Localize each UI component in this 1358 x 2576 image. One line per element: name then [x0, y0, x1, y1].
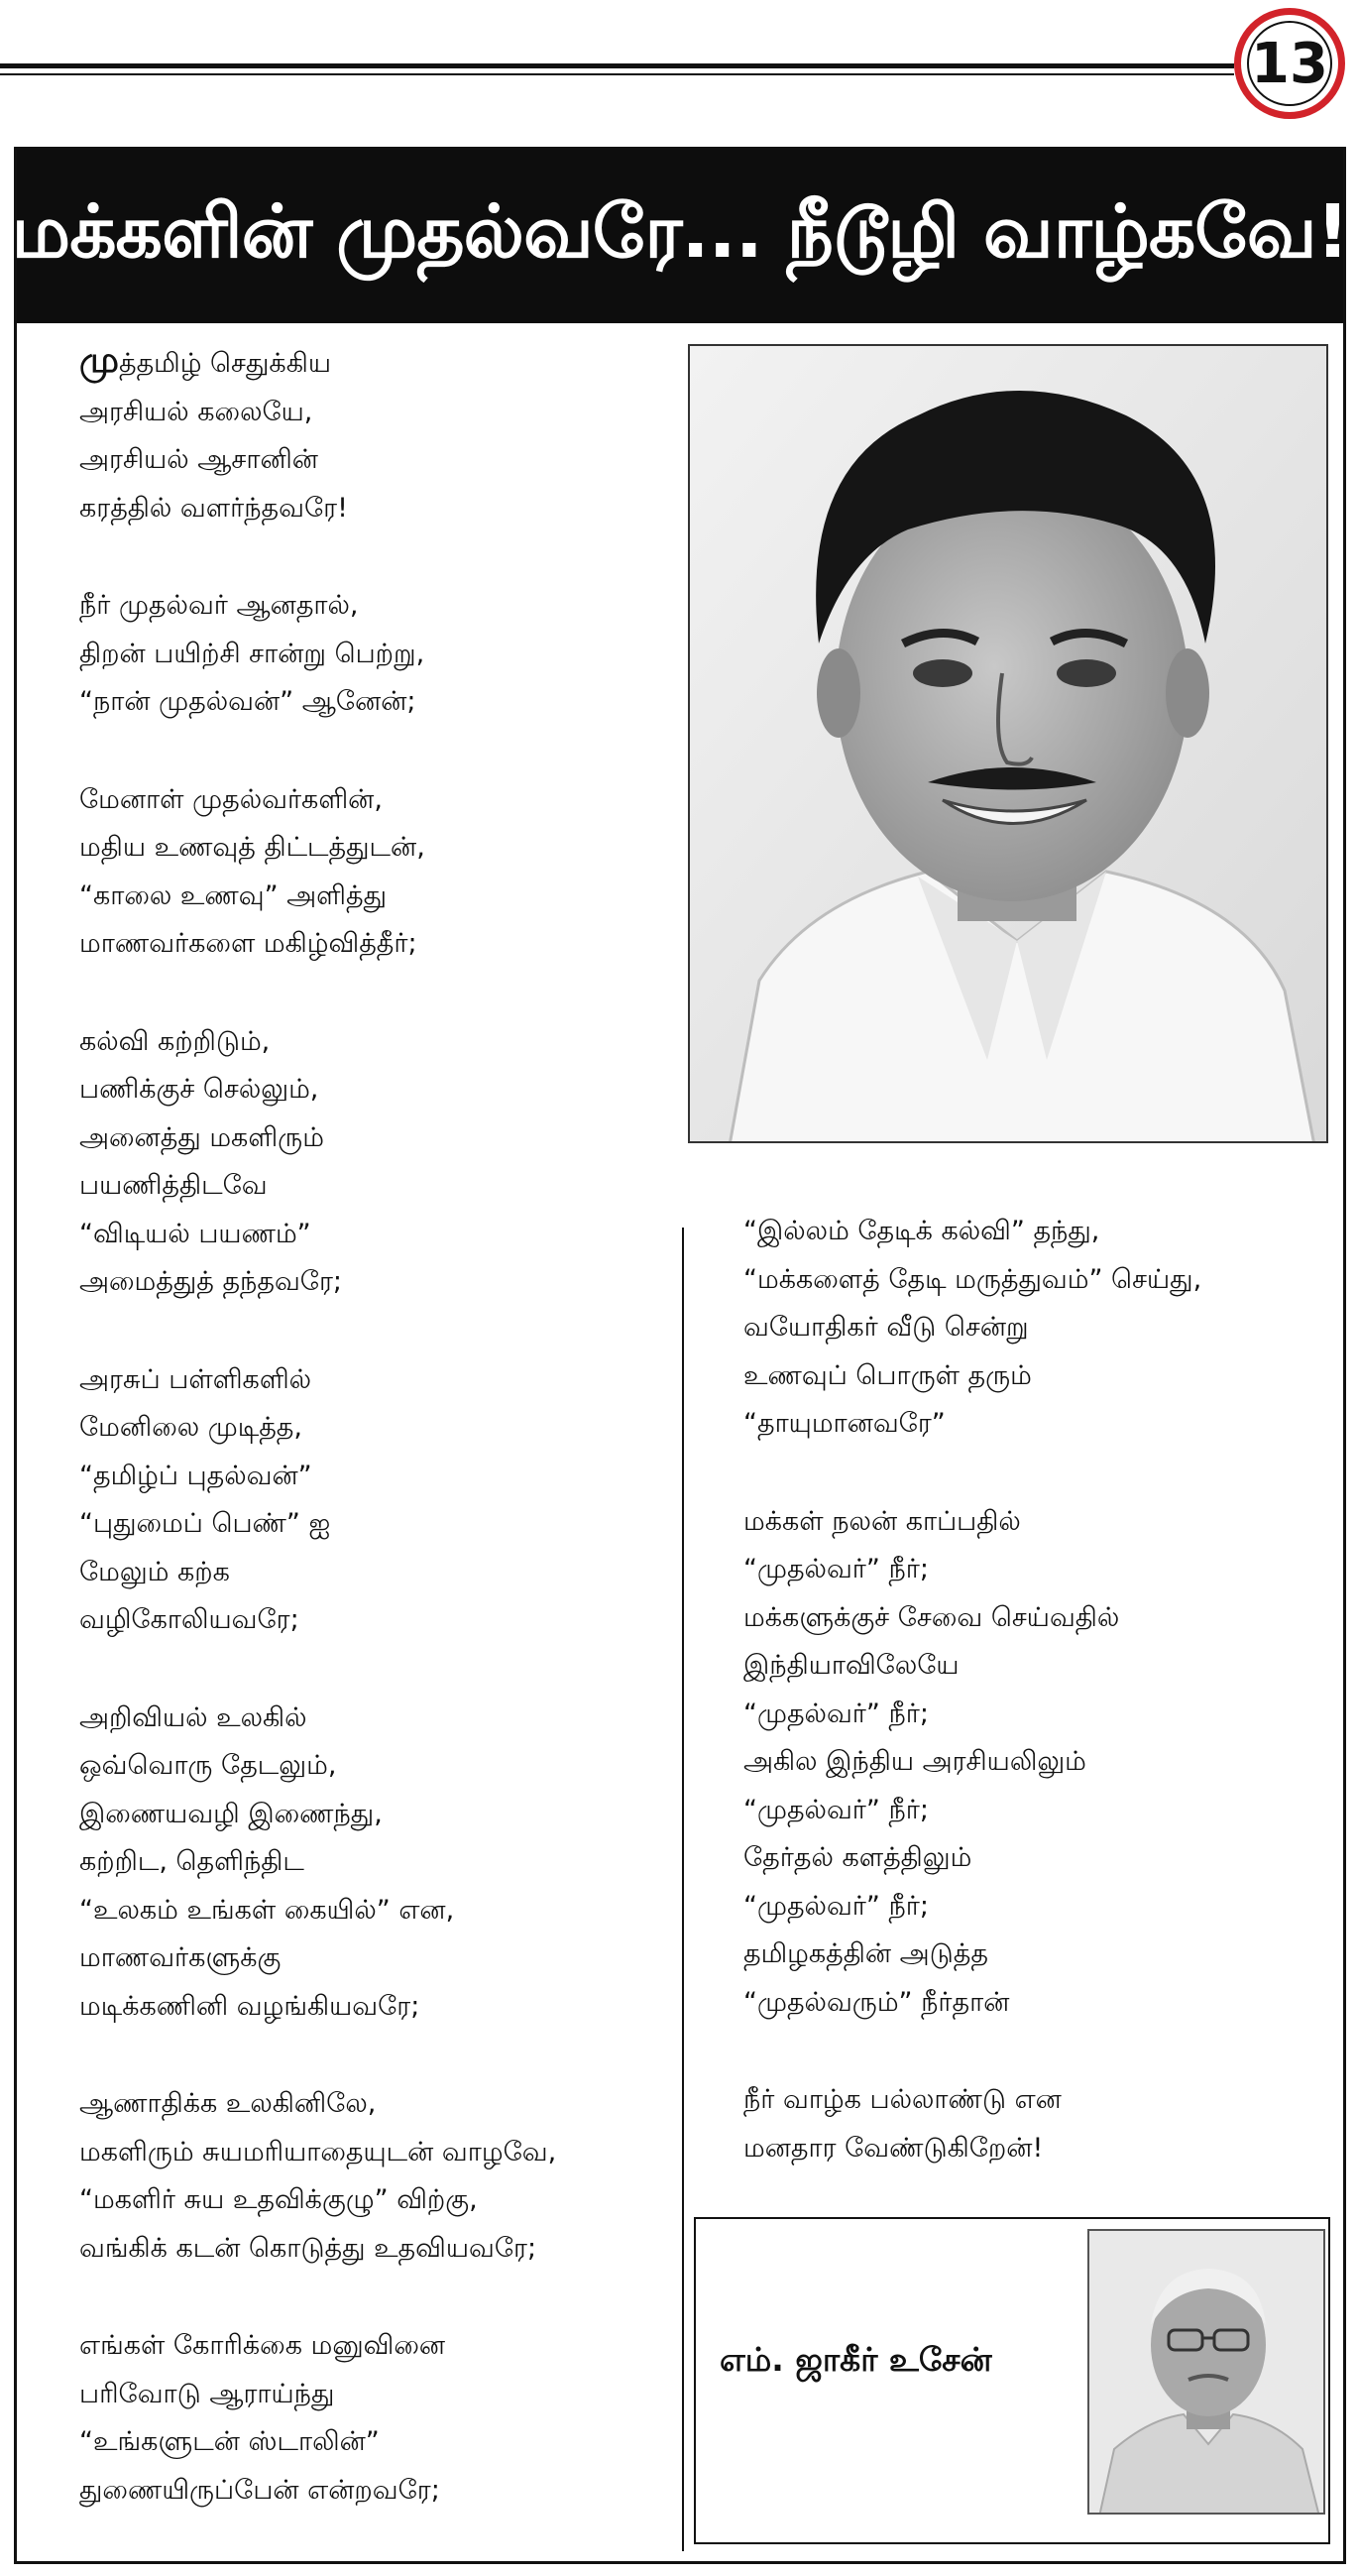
poem-line-text: “காலை உணவு” அளித்து — [79, 879, 388, 911]
poem-line — [743, 1787, 1328, 1835]
poem-line — [79, 920, 664, 969]
poem-line — [79, 1258, 664, 1307]
poem-line — [743, 1883, 1328, 1932]
poem-line-text: மக்களுக்குச் சேவை செய்வதில் — [743, 1601, 1120, 1633]
poem-line — [79, 1791, 664, 1839]
poem-line-text: “மகளிர் சுய உதவிக்குழு” விற்கு, — [79, 2184, 478, 2215]
stanza — [79, 2080, 664, 2273]
poem-line — [79, 631, 664, 679]
poem-line — [79, 1742, 664, 1791]
poem-line — [79, 436, 664, 485]
poem-line — [79, 2080, 664, 2129]
poem-line — [79, 2418, 664, 2467]
page-number: 13 — [1247, 21, 1332, 106]
poem-line-text: “புதுமைப் பெண்” ஐ — [79, 1508, 331, 1539]
poem-line — [79, 678, 664, 727]
poem-line — [79, 1983, 664, 2032]
poem-line-text: “நான் முதல்வன்” ஆனேன்; — [79, 686, 416, 717]
poem-line-text: மாணவர்களை மகிழ்வித்தீர்; — [79, 928, 417, 959]
poem-line-text: “முதல்வர்” நீர்; — [743, 1890, 929, 1922]
poem-line — [743, 2125, 1328, 2173]
poem-line — [743, 1931, 1328, 1979]
poem-line — [743, 1642, 1328, 1691]
stanza — [79, 337, 664, 532]
stanza — [79, 1356, 664, 1645]
poem-line — [79, 485, 664, 533]
poem-line-text: மதிய உணவுத் திட்டத்துடன், — [79, 832, 425, 863]
poem-line-text: உணவுப் பொருள் தரும் — [743, 1359, 1032, 1391]
poem-line — [743, 1738, 1328, 1787]
poem-line-text: “மக்களைத் தேடி மருத்துவம்” செய்து, — [743, 1263, 1202, 1295]
stanza — [79, 2322, 664, 2515]
poem-line-text: இந்தியாவிலேயே — [743, 1650, 960, 1681]
stanza — [743, 2076, 1328, 2172]
poem-line — [743, 1691, 1328, 1739]
poem-line — [79, 1404, 664, 1453]
poem-line-text: அறிவியல் உலகில் — [79, 1701, 307, 1733]
poem-line-text: மடிக்கணினி வழங்கியவரே; — [79, 1990, 420, 2022]
poem-line — [79, 1549, 664, 1597]
poem-line-text: கற்றிட, தெளிந்திட — [79, 1846, 304, 1877]
poem-line — [79, 1934, 664, 1983]
poem-line-text: “தாயுமானவரே” — [743, 1408, 946, 1439]
poem-line — [79, 1162, 664, 1211]
poem-line — [79, 1066, 664, 1114]
poem-line — [79, 1500, 664, 1549]
poem-line-text: நீர் வாழ்க பல்லாண்டு என — [743, 2084, 1062, 2115]
poem-line-text: “முதல்வர்” நீர்; — [743, 1554, 929, 1584]
header-rule-thin — [0, 73, 1234, 75]
poem-line-text: ஒவ்வொரு தேடலும், — [79, 1750, 337, 1781]
poem-line — [79, 2176, 664, 2225]
poem-line — [79, 2129, 664, 2177]
poem-line — [743, 2076, 1328, 2125]
portrait-photo — [688, 344, 1328, 1143]
poem-line-text: கல்வி கற்றிடும், — [79, 1025, 271, 1057]
poem-line — [79, 824, 664, 873]
stanza — [79, 1018, 664, 1307]
poem-line-text: “உங்களுடன் ஸ்டாலின்” — [79, 2426, 380, 2457]
poem-line — [743, 1400, 1328, 1449]
poem-left-column — [79, 337, 664, 2564]
column-divider — [682, 1228, 684, 2551]
poem-right-column — [743, 1208, 1328, 2222]
poem-line — [79, 1887, 664, 1935]
poem-line-text: அரசுப் பள்ளிகளில் — [79, 1363, 312, 1395]
stanza — [79, 582, 664, 727]
headline-bar — [11, 150, 1349, 323]
poem-line-text: தமிழகத்தின் அடுத்த — [743, 1938, 988, 1969]
poem-line-text: “விடியல் பயணம்” — [79, 1218, 311, 1249]
poem-line — [743, 1256, 1328, 1305]
poem-line — [79, 1695, 664, 1743]
poem-line — [743, 1594, 1328, 1643]
poem-line — [743, 1304, 1328, 1352]
poem-line-text: வழிகோலியவரே; — [79, 1604, 299, 1635]
poem-line — [743, 1352, 1328, 1401]
poem-line — [743, 1979, 1328, 2028]
author-name: எம். ஜாகீர் உசேன் — [720, 2340, 992, 2379]
poem-line — [743, 1208, 1328, 1256]
poem-line-text: மேனாள் முதல்வர்களின், — [79, 783, 383, 815]
poem-line-text: த்தமிழ் செதுக்கிய — [118, 348, 331, 379]
poem-line — [79, 389, 664, 437]
poem-line — [79, 1356, 664, 1405]
stanza — [79, 1695, 664, 2032]
poem-line — [79, 1596, 664, 1645]
poem-line-text: அரசியல் ஆசானின் — [79, 444, 318, 475]
poem-line-text: “தமிழ்ப் புதல்வன்” — [79, 1460, 312, 1491]
poem-line — [79, 2322, 664, 2371]
portrait-image — [690, 346, 1328, 1143]
poem-line — [79, 1211, 664, 1259]
poem-line — [79, 582, 664, 631]
poem-line — [79, 1453, 664, 1501]
poem-line-text: ஆணாதிக்க உலகினிலே, — [79, 2088, 377, 2119]
poem-line-text: “உலகம் உங்கள் கையில்” என, — [79, 1894, 455, 1926]
poem-line — [79, 776, 664, 825]
poem-line-text: மேலும் கற்க — [79, 1556, 230, 1587]
poem-line-text: பரிவோடு ஆராய்ந்து — [79, 2378, 335, 2409]
poem-line-text: மக்கள் நலன் காப்பதில் — [743, 1505, 1021, 1537]
poem-line-text: கரத்தில் வளர்ந்தவரே! — [79, 492, 348, 524]
poem-line — [743, 1546, 1328, 1594]
poem-line-text: மாணவர்களுக்கு — [79, 1942, 282, 1973]
poem-line — [79, 1838, 664, 1887]
poem-line-text: அமைத்துத் தந்தவரே; — [79, 1266, 343, 1297]
poem-line-text: அகில இந்திய அரசியலிலும் — [743, 1746, 1086, 1777]
headline: மக்களின் முதல்வரே... நீடூழி வாழ்கவே! — [11, 188, 1349, 275]
stanza — [743, 1498, 1328, 2028]
page-number-badge — [1234, 8, 1345, 119]
poem-line-text: “முதல்வர்” நீர்; — [743, 1698, 929, 1729]
poem-line — [79, 2371, 664, 2419]
poem-line-text: இணையவழி இணைந்து, — [79, 1798, 383, 1829]
poem-line — [79, 1114, 664, 1163]
poem-line-text: பணிக்குச் செல்லும், — [79, 1074, 319, 1105]
poem-line-text: திறன் பயிற்சி சான்று பெற்று, — [79, 638, 425, 669]
poem-line-text: அனைத்து மகளிரும் — [79, 1121, 324, 1153]
poem-line-text: பயணித்திடவே — [79, 1170, 268, 1201]
poem-line-text: எங்கள் கோரிக்கை மனுவினை — [79, 2330, 446, 2361]
poem-line-text: “முதல்வரும்” நீர்தான் — [743, 1986, 1010, 2018]
poem-line-text: வயோதிகர் வீடு சென்று — [743, 1312, 1029, 1343]
stanza — [743, 1208, 1328, 1449]
stanza — [79, 776, 664, 969]
poem-line — [79, 2467, 664, 2516]
drop-cap: மு — [79, 340, 119, 381]
poem-line-text: வங்கிக் கடன் கொடுத்து உதவியவரே; — [79, 2232, 537, 2264]
author-image — [1089, 2231, 1325, 2515]
poem-line-text: “இல்லம் தேடிக் கல்வி” தந்து, — [743, 1216, 1100, 1246]
poem-line — [79, 2225, 664, 2274]
header-rule — [0, 63, 1234, 68]
poem-line-text: தேர்தல் களத்திலும் — [743, 1842, 972, 1873]
poem-line-text: துணையிருப்பேன் என்றவரே; — [79, 2474, 440, 2506]
poem-line — [743, 1834, 1328, 1883]
poem-line-text: மகளிரும் சுயமரியாதையுடன் வாழவே, — [79, 2136, 557, 2167]
poem-line — [79, 873, 664, 921]
poem-line — [743, 1498, 1328, 1547]
poem-line — [79, 337, 664, 389]
poem-line-text: மேனிலை முடித்த, — [79, 1412, 302, 1443]
poem-line-text: மனதார வேண்டுகிறேன்! — [743, 2132, 1044, 2164]
poem-line — [79, 1018, 664, 1067]
poem-line-text: “முதல்வர்” நீர்; — [743, 1794, 929, 1825]
author-photo — [1087, 2229, 1325, 2515]
poem-line-text: நீர் முதல்வர் ஆனதால், — [79, 590, 359, 621]
poem-line-text: அரசியல் கலையே, — [79, 396, 313, 427]
